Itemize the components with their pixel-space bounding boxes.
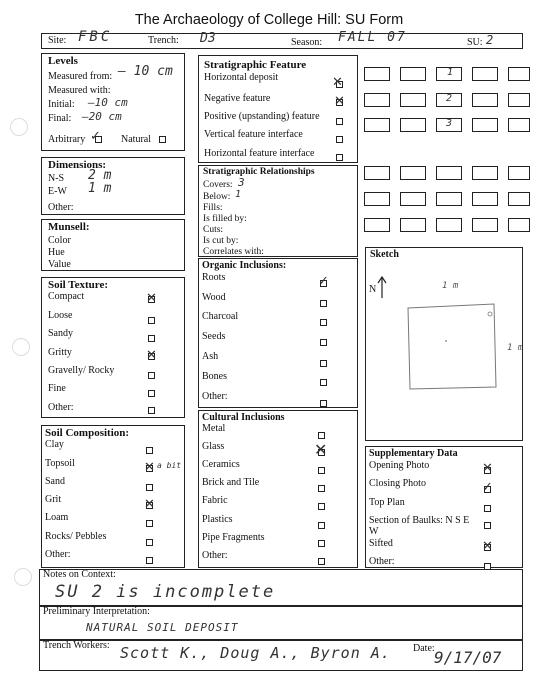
grid-number-1: 1 — [447, 67, 454, 78]
grid-square[interactable] — [364, 166, 390, 180]
grid-square[interactable] — [508, 118, 530, 132]
comp-other-checkbox[interactable] — [146, 557, 153, 564]
measured-with-label: Measured with: — [48, 85, 111, 96]
texture-loose-label: Loose — [48, 310, 73, 321]
rel-covers-value[interactable]: 3 — [238, 176, 245, 189]
texture-fine-label: Fine — [48, 383, 66, 394]
feature-negative-mark: ✕ — [334, 94, 345, 109]
supp-other-label: Other: — [369, 556, 395, 567]
grid-square[interactable] — [472, 166, 498, 180]
organic-heading: Organic Inclusions: — [202, 260, 287, 271]
rel-below-label: Below: — [203, 192, 231, 202]
comp-loam-checkbox[interactable] — [146, 520, 153, 527]
comp-rocks-label: Rocks/ Pebbles — [45, 531, 107, 542]
sketch-square-outline — [408, 304, 496, 389]
organic-seeds-checkbox[interactable] — [320, 339, 327, 346]
hole-punch-top — [10, 118, 28, 136]
measured-from-value[interactable]: – 10 cm — [118, 64, 173, 79]
feature-horizontal-interface-checkbox[interactable] — [336, 154, 343, 161]
comp-topsoil-label: Topsoil — [45, 458, 75, 469]
measured-from-label: Measured from: — [48, 71, 113, 82]
grid-number-3: 3 — [446, 118, 453, 129]
organic-wood-label: Wood — [202, 292, 226, 303]
cultural-other-checkbox[interactable] — [318, 558, 325, 565]
supp-section-label: Section of Baulks: N S E W — [369, 515, 470, 537]
soil-texture-heading: Soil Texture: — [48, 279, 109, 291]
cultural-plastics-checkbox[interactable] — [318, 522, 325, 529]
season-label: Season: — [291, 37, 323, 48]
initial-value[interactable]: –10 cm — [88, 96, 128, 109]
grid-square[interactable] — [400, 93, 426, 107]
grid-square[interactable] — [364, 118, 390, 132]
grid-square[interactable] — [472, 93, 498, 107]
date-label: Date: — [413, 643, 435, 654]
workers-label: Trench Workers: — [43, 640, 110, 651]
supp-top-plan-checkbox[interactable] — [484, 505, 491, 512]
rel-below-value[interactable]: 1 — [235, 189, 242, 200]
ns-value[interactable]: 2 m — [88, 168, 112, 183]
grid-square[interactable] — [364, 93, 390, 107]
comp-grit-label: Grit — [45, 494, 62, 505]
dimensions-heading: Dimensions: — [48, 159, 107, 171]
organic-bones-checkbox[interactable] — [320, 379, 327, 386]
interpretation-value[interactable]: NATURAL SOIL DEPOSIT — [86, 621, 239, 634]
comp-topsoil-mark: ✕ — [144, 460, 155, 475]
grid-square[interactable] — [508, 192, 530, 206]
grid-square[interactable] — [436, 166, 462, 180]
supp-section-checkbox[interactable] — [484, 522, 491, 529]
grid-square[interactable] — [508, 67, 530, 81]
munsell-color: Color — [48, 235, 71, 246]
texture-fine-checkbox[interactable] — [148, 390, 155, 397]
texture-gritty-label: Gritty — [48, 347, 72, 358]
workers-value[interactable]: Scott K., Doug A., Byron A. — [120, 644, 391, 662]
sketch-heading: Sketch — [370, 249, 399, 260]
texture-sandy-label: Sandy — [48, 328, 73, 339]
organic-other-checkbox[interactable] — [320, 400, 327, 407]
trench-label: Trench: — [148, 35, 179, 46]
munsell-hue: Hue — [48, 247, 65, 258]
cultural-metal-label: Metal — [202, 423, 226, 434]
organic-seeds-label: Seeds — [202, 331, 226, 342]
grid-square[interactable] — [400, 166, 426, 180]
supp-closing-photo-label: Closing Photo — [369, 478, 426, 489]
notes-label: Notes on Context: — [43, 569, 116, 580]
organic-ash-label: Ash — [202, 351, 219, 362]
sketch-feature-dot — [445, 340, 447, 342]
su-value[interactable]: 2 — [486, 33, 494, 47]
final-label: Final: — [48, 113, 72, 124]
feature-horizontal-interface-label: Horizontal feature interface — [204, 148, 315, 159]
grid-square[interactable] — [508, 93, 530, 107]
texture-loose-checkbox[interactable] — [148, 317, 155, 324]
notes-value[interactable]: SU 2 is incomplete — [55, 582, 276, 602]
cultural-ceramics-checkbox[interactable] — [318, 467, 325, 474]
supp-opening-photo-mark: ✕ — [482, 461, 493, 476]
form-title: The Archaeology of College Hill: SU Form — [134, 12, 404, 28]
levels-heading: Levels — [48, 55, 78, 67]
texture-gritty-mark: ✕ — [146, 348, 157, 363]
grid-number-2: 2 — [446, 93, 453, 104]
rel-cut-by-label: Is cut by: — [203, 236, 239, 246]
organic-ash-checkbox[interactable] — [320, 360, 327, 367]
feature-positive-label: Positive (upstanding) feature — [204, 111, 320, 122]
rel-cuts-label: Cuts: — [203, 225, 224, 235]
initial-label: Initial: — [48, 99, 75, 110]
cultural-ceramics-label: Ceramics — [202, 459, 240, 470]
organic-charcoal-label: Charcoal — [202, 311, 239, 322]
grid-square[interactable] — [508, 218, 530, 232]
soil-composition-heading: Soil Composition: — [45, 427, 130, 439]
texture-other-label: Other: — [48, 402, 74, 413]
dimensions-other-label: Other: — [48, 202, 74, 213]
sketch-drawing[interactable] — [366, 262, 522, 440]
grid-square[interactable] — [400, 67, 426, 81]
arbitrary-label: Arbitrary — [48, 134, 86, 145]
feature-positive-checkbox[interactable] — [336, 118, 343, 125]
grid-square[interactable] — [400, 218, 426, 232]
final-value[interactable]: –20 cm — [82, 110, 122, 123]
texture-sandy-checkbox[interactable] — [148, 335, 155, 342]
feature-horizontal-deposit-label: Horizontal deposit — [204, 72, 279, 83]
grid-square[interactable] — [472, 192, 498, 206]
supp-sifted-mark: ✕ — [482, 539, 493, 554]
cultural-pipe-checkbox[interactable] — [318, 540, 325, 547]
supp-opening-photo-label: Opening Photo — [369, 460, 430, 471]
sketch-side-label: 1 m — [507, 343, 522, 353]
organic-roots-label: Roots — [202, 272, 226, 283]
texture-compact-label: Compact — [48, 291, 85, 302]
cultural-fabric-label: Fabric — [202, 495, 228, 506]
cultural-brick-label: Brick and Tile — [202, 477, 260, 488]
rel-covers-label: Covers: — [203, 180, 233, 190]
season-value[interactable]: FALL 07 — [338, 30, 407, 45]
date-value[interactable]: 9/17/07 — [434, 648, 502, 667]
comp-loam-label: Loam — [45, 512, 69, 523]
grid-square[interactable] — [472, 67, 498, 81]
sketch-top-label: 1 m — [442, 281, 459, 291]
munsell-heading: Munsell: — [48, 221, 90, 233]
supp-top-plan-label: Top Plan — [369, 497, 405, 508]
sketch-feature-dot — [488, 312, 492, 316]
comp-sand-label: Sand — [45, 476, 65, 487]
cultural-brick-checkbox[interactable] — [318, 485, 325, 492]
natural-checkbox[interactable] — [159, 136, 166, 143]
interpretation-label: Preliminary Interpretation: — [43, 606, 150, 617]
comp-sand-checkbox[interactable] — [146, 484, 153, 491]
cultural-plastics-label: Plastics — [202, 514, 233, 525]
texture-gravelly-label: Gravelly/ Rocky — [48, 365, 115, 376]
organic-wood-checkbox[interactable] — [320, 300, 327, 307]
comp-clay-label: Clay — [45, 439, 64, 450]
header-bar — [41, 33, 523, 49]
trench-value[interactable]: D3 — [200, 31, 216, 46]
ns-label: N-S — [48, 173, 65, 184]
ew-label: E-W — [48, 186, 67, 197]
comp-rocks-checkbox[interactable] — [146, 539, 153, 546]
feature-vertical-checkbox[interactable] — [336, 136, 343, 143]
organic-charcoal-checkbox[interactable] — [320, 319, 327, 326]
cultural-heading: Cultural Inclusions — [202, 412, 285, 423]
feature-vertical-label: Vertical feature interface — [204, 129, 303, 140]
supplementary-heading: Supplementary Data — [369, 448, 458, 459]
feature-horizontal-deposit-mark: ✕ — [332, 75, 343, 90]
hole-punch-bottom — [14, 568, 32, 586]
grid-square[interactable] — [436, 218, 462, 232]
texture-compact-mark: ✕ — [146, 291, 157, 306]
cultural-other-label: Other: — [202, 550, 228, 561]
supp-sifted-label: Sifted — [369, 538, 393, 549]
ew-value[interactable]: 1 m — [88, 181, 112, 196]
grid-square[interactable] — [400, 118, 426, 132]
feature-negative-label: Negative feature — [204, 93, 271, 104]
rel-correlates-label: Correlates with: — [203, 247, 264, 257]
grid-square[interactable] — [400, 192, 426, 206]
munsell-value: Value — [48, 259, 71, 270]
comp-clay-checkbox[interactable] — [146, 447, 153, 454]
organic-bones-label: Bones — [202, 371, 227, 382]
rel-fills-label: Fills: — [203, 203, 223, 213]
site-label: Site: — [48, 35, 67, 46]
cultural-metal-checkbox[interactable] — [318, 432, 325, 439]
texture-other-checkbox[interactable] — [148, 407, 155, 414]
hole-punch-middle — [12, 338, 30, 356]
cultural-glass-label: Glass — [202, 441, 225, 452]
texture-gravelly-checkbox[interactable] — [148, 372, 155, 379]
grid-square[interactable] — [472, 118, 498, 132]
organic-other-label: Other: — [202, 391, 228, 402]
grid-square[interactable] — [508, 166, 530, 180]
comp-topsoil-note: a bit — [157, 461, 182, 470]
grid-square[interactable] — [472, 218, 498, 232]
grid-square[interactable] — [364, 218, 390, 232]
grid-square[interactable] — [436, 192, 462, 206]
arbitrary-check-mark: ✓ — [90, 129, 101, 144]
sketch-svg — [366, 262, 522, 440]
comp-grit-mark: ✕ — [144, 497, 155, 512]
su-label: SU: — [467, 37, 483, 48]
supp-closing-photo-mark: ✓ — [482, 480, 493, 495]
site-value[interactable]: FBC — [78, 29, 113, 45]
strat-feature-heading: Stratigraphic Feature — [204, 59, 307, 71]
strat-relationships-heading: Stratigraphic Relationships — [203, 167, 315, 177]
sketch-north-label: N — [369, 284, 377, 295]
cultural-fabric-checkbox[interactable] — [318, 503, 325, 510]
grid-square[interactable] — [364, 67, 390, 81]
natural-label: Natural — [121, 134, 151, 145]
comp-other-label: Other: — [45, 549, 71, 560]
cultural-glass-mark: ✕ — [314, 440, 328, 459]
cultural-pipe-label: Pipe Fragments — [202, 532, 265, 543]
grid-square[interactable] — [364, 192, 390, 206]
organic-roots-mark: ✓ — [318, 274, 329, 289]
rel-filled-by-label: Is filled by: — [203, 214, 247, 224]
